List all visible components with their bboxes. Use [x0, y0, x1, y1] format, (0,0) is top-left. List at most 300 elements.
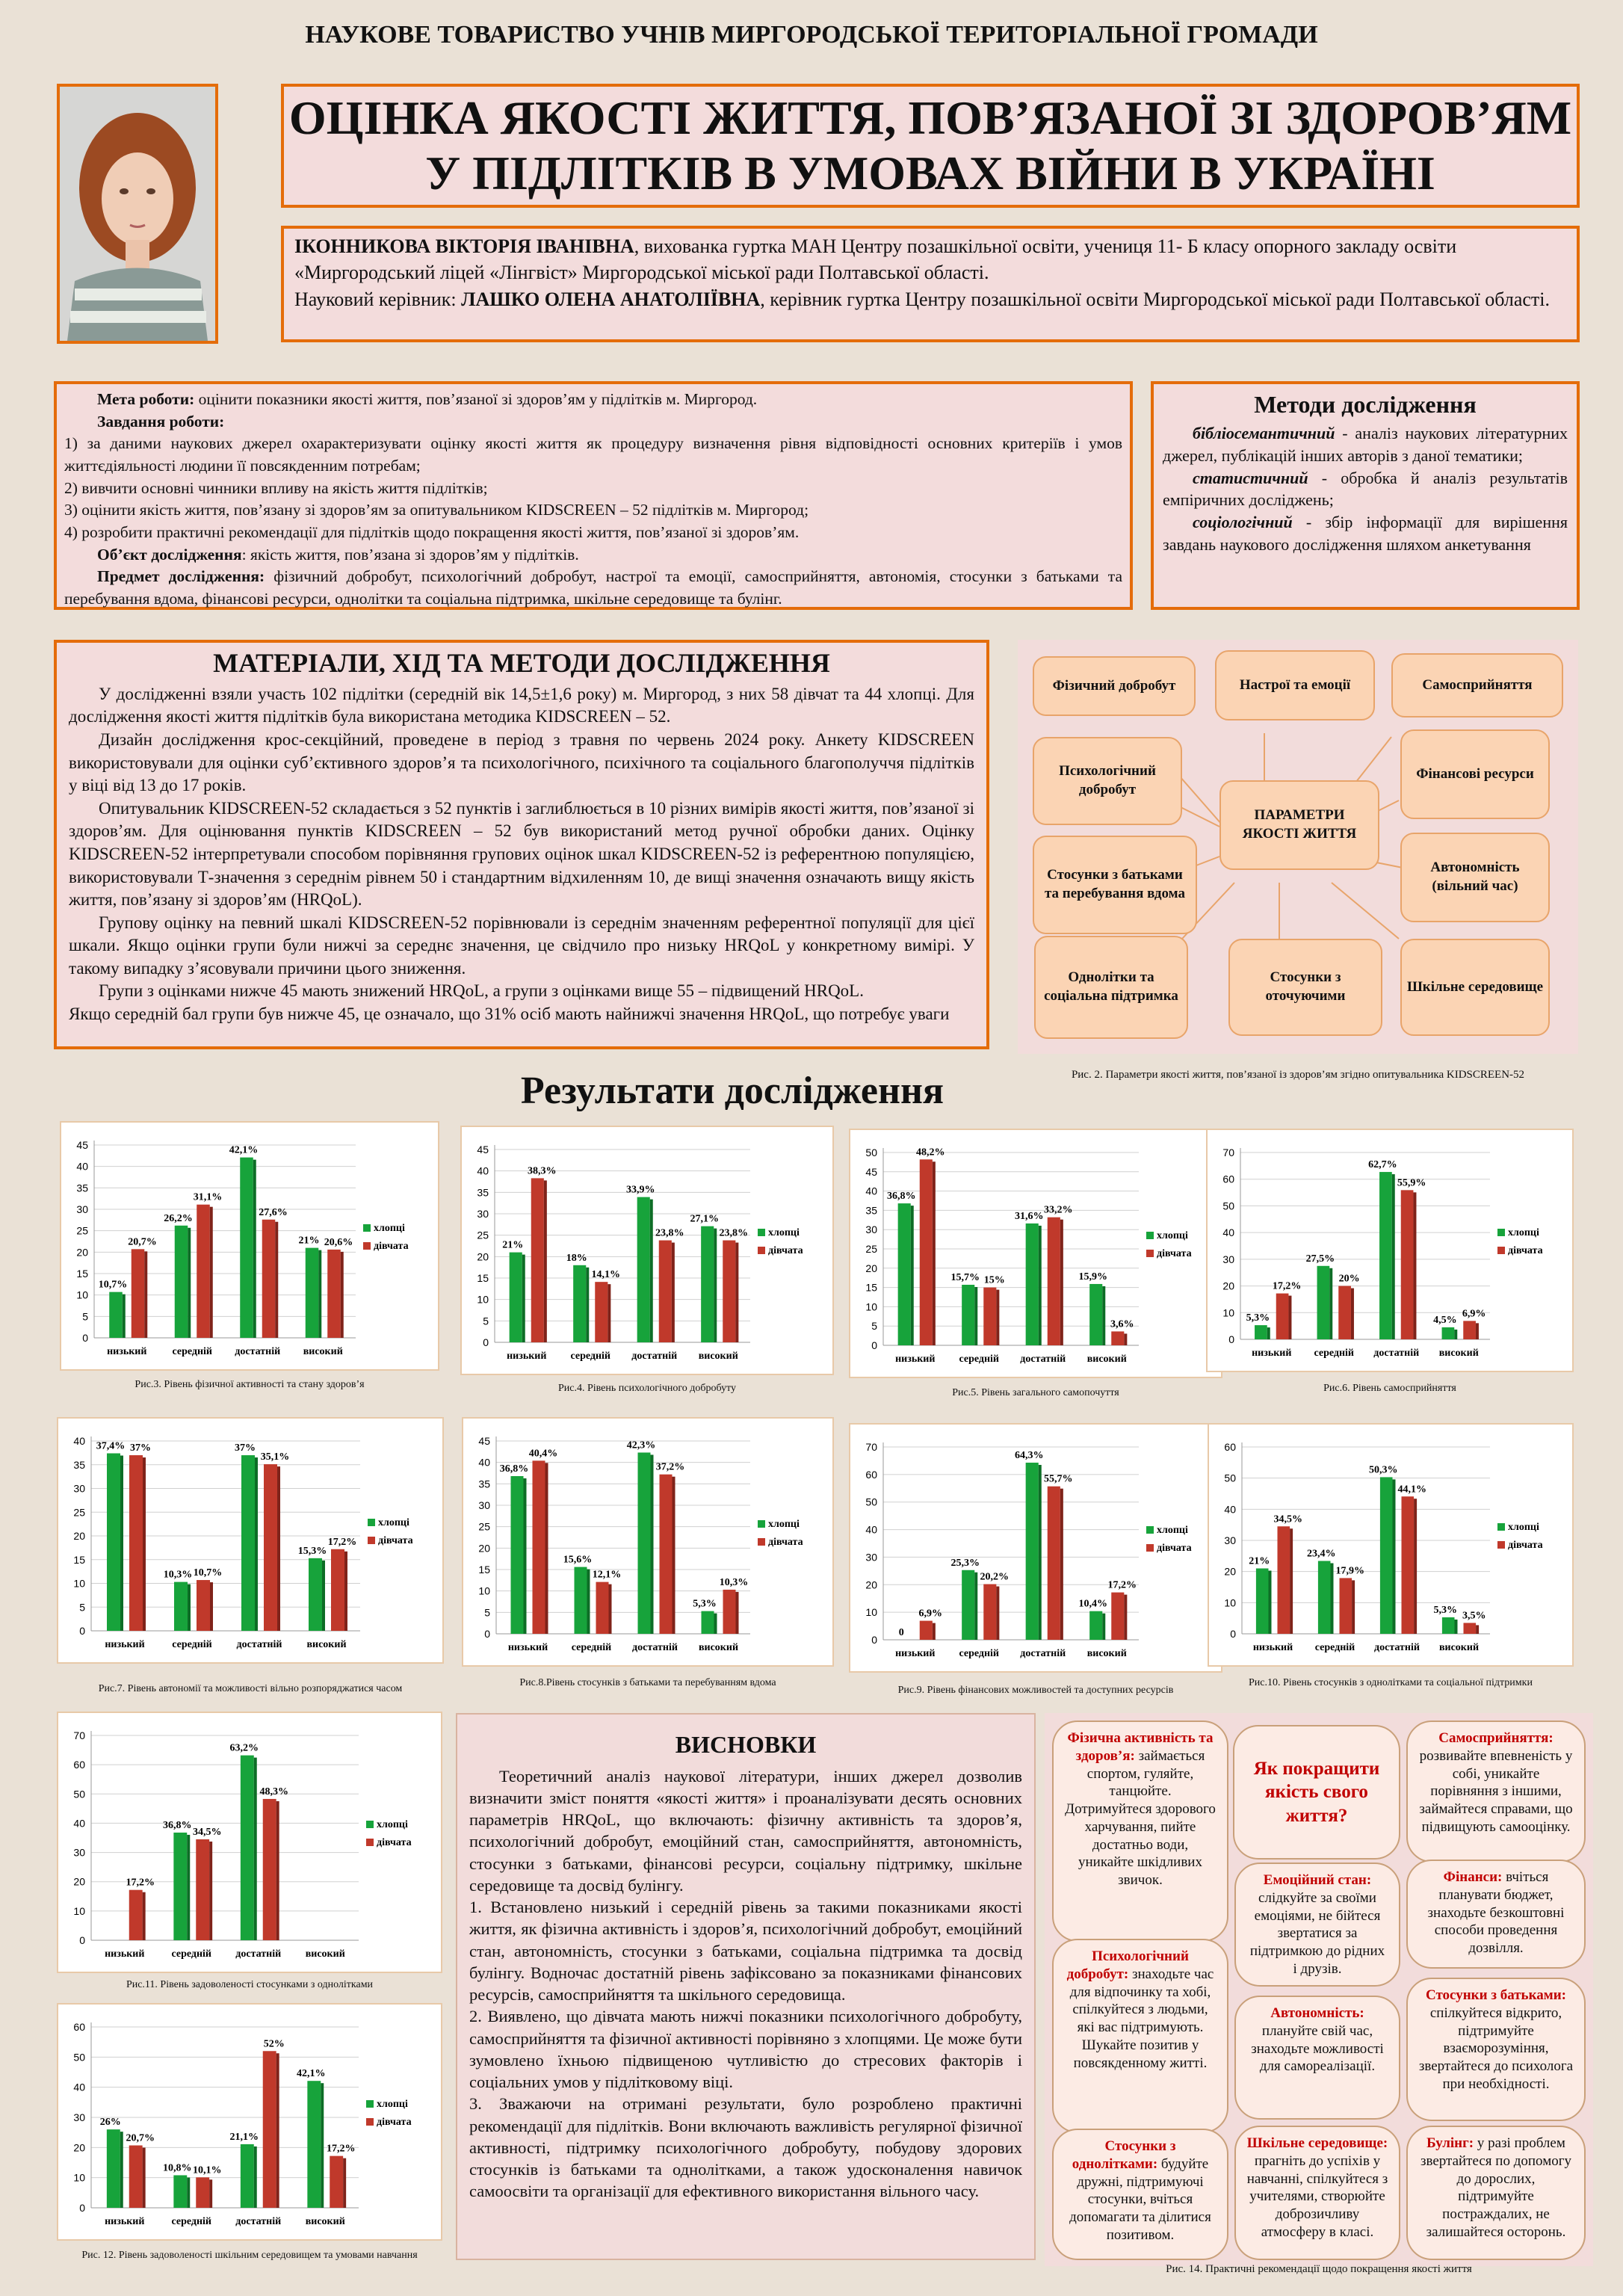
y-tick-label: 10: [865, 1300, 877, 1313]
recommendations-caption: Рис. 14. Практичні рекомендації щодо покращення якості життя: [1166, 2263, 1472, 2275]
y-tick-label: 0: [1228, 1333, 1234, 1345]
tip-peers: [1052, 2129, 1228, 2260]
method-name: соціологічний: [1193, 512, 1293, 531]
materials-paragraph: У дослідженні взяли участь 102 підлітки (середній вік 14,5±1,6 року) м. Миргород, з них 58 дівчат та 44 хлопці. Для дослідження якості життя підлітків була використана методика KIDSCREEN – 52.: [69, 684, 974, 726]
bar-chart: [1208, 1130, 1572, 1371]
tip-body: прагніть до успіхів у навчанні, спілкуйтеся з учителями, створюйте доброзичливу атмосферу в класі.: [1246, 2152, 1388, 2240]
chart-caption: Рис.9. Рівень фінансових можливостей та доступних ресурсів: [897, 1685, 1174, 1696]
bar-shade: [911, 1206, 914, 1345]
bar-shade: [714, 1229, 717, 1342]
x-tick-label: середній: [570, 1351, 611, 1362]
bar-shade: [651, 1454, 654, 1634]
y-tick-label: 0: [82, 1332, 88, 1344]
data-label: 42,3%: [626, 1439, 656, 1451]
data-label: 26,2%: [164, 1212, 193, 1224]
data-label: 18%: [566, 1252, 587, 1264]
legend-swatch: [1146, 1250, 1154, 1257]
param-node: Шкільне середовище: [1400, 939, 1550, 1036]
x-tick-label: середній: [571, 1642, 612, 1653]
bar: [723, 1241, 735, 1342]
tip-physical: [1052, 1721, 1228, 1942]
bar-shade: [321, 2083, 324, 2208]
bar-shade: [608, 1284, 610, 1342]
bar-shade: [974, 1287, 977, 1345]
y-tick-label: 50: [73, 2051, 85, 2064]
y-tick-label: 30: [73, 1846, 85, 1859]
y-tick-label: 15: [865, 1281, 877, 1294]
bar: [1089, 1284, 1102, 1345]
legend-swatch: [1497, 1523, 1505, 1531]
y-tick-label: 40: [76, 1160, 88, 1173]
x-tick-label: високий: [698, 1642, 739, 1653]
bar-shade: [253, 1160, 256, 1338]
bar: [983, 1288, 996, 1345]
bar: [307, 2081, 321, 2208]
chart-panel: [57, 1712, 442, 1973]
y-tick-label: 50: [1224, 1472, 1236, 1484]
data-label: 50,3%: [1368, 1464, 1398, 1476]
y-tick-label: 10: [477, 1293, 489, 1306]
bar-shade: [143, 1892, 146, 1940]
data-label: 10,3%: [719, 1576, 749, 1588]
object-label: Об’єкт дослідження: [97, 545, 242, 564]
x-tick-label: високий: [305, 1948, 345, 1960]
y-tick-label: 30: [478, 1499, 490, 1511]
param-node: Однолітки та соціальна підтримка: [1034, 936, 1188, 1039]
x-tick-label: низький: [507, 1351, 547, 1362]
task-item: 3) оцінити якість життя, пов’язану зі здоров’ям за опитувальником KIDSCREEN – 52 підлітків м. Миргород;: [64, 501, 809, 519]
legend-label: хлопці: [1508, 1522, 1539, 1533]
bar: [1464, 1623, 1477, 1634]
bar: [109, 1292, 123, 1338]
y-tick-label: 45: [477, 1144, 489, 1155]
x-tick-label: середній: [172, 1346, 213, 1357]
legend-label: хлопці: [1508, 1227, 1539, 1238]
tip-finance: [1406, 1860, 1586, 1969]
tip-head: Стосунки з однолітками:: [1072, 2138, 1176, 2172]
bar-shade: [1329, 1268, 1332, 1339]
y-tick-label: 70: [1222, 1147, 1234, 1158]
data-label: 21%: [298, 1235, 320, 1247]
bar: [1379, 1172, 1392, 1339]
y-tick-label: 0: [871, 1339, 877, 1351]
legend-label: хлопці: [377, 1819, 408, 1830]
chart-panel: [849, 1129, 1222, 1378]
y-tick-label: 0: [483, 1336, 489, 1348]
bar: [174, 1582, 188, 1631]
data-label: 42,1%: [229, 1144, 259, 1156]
x-tick-label: достатній: [235, 2216, 282, 2227]
y-tick-label: 60: [73, 1759, 85, 1771]
bar-shade: [210, 1582, 213, 1631]
bar: [1463, 1321, 1476, 1339]
bar-shade: [123, 1294, 126, 1338]
y-tick-label: 15: [76, 1268, 88, 1280]
data-label: 26%: [99, 2117, 121, 2129]
bar-shade: [344, 1552, 347, 1631]
x-tick-label: середній: [959, 1648, 1000, 1659]
tip-school: [1234, 2126, 1400, 2260]
supervisor-label: Науковий керівник:: [294, 288, 462, 310]
y-tick-label: 30: [865, 1551, 877, 1564]
data-label: 62,7%: [1368, 1159, 1397, 1171]
data-label: 15,9%: [1078, 1271, 1107, 1283]
y-tick-label: 30: [76, 1203, 88, 1215]
bar-chart: [61, 1123, 438, 1369]
data-label: 21,1%: [229, 2131, 259, 2143]
bar-shade: [1124, 1333, 1127, 1345]
y-tick-label: 20: [73, 2141, 85, 2154]
data-label: 27,6%: [259, 1206, 288, 1218]
y-tick-label: 15: [478, 1564, 490, 1576]
legend-label: хлопці: [377, 2099, 408, 2110]
y-tick-label: 20: [76, 1246, 88, 1259]
y-tick-label: 5: [483, 1315, 489, 1327]
tip-head: Психологічний добробут:: [1066, 1948, 1189, 1982]
bar: [1442, 1327, 1455, 1339]
bar: [129, 1455, 143, 1631]
subject-label: Предмет дослідження:: [97, 567, 265, 586]
bar-shade: [996, 1587, 999, 1640]
legend-label: хлопці: [374, 1223, 405, 1234]
y-tick-label: 20: [1222, 1280, 1234, 1292]
y-tick-label: 15: [73, 1553, 85, 1566]
y-tick-label: 10: [1222, 1306, 1234, 1319]
x-tick-label: низький: [105, 2216, 145, 2227]
y-tick-label: 0: [79, 1934, 85, 1946]
y-tick-label: 5: [484, 1606, 490, 1619]
y-tick-label: 5: [82, 1310, 88, 1323]
data-label: 10,8%: [163, 2162, 192, 2174]
bar: [638, 1452, 651, 1634]
y-tick-label: 25: [76, 1224, 88, 1237]
y-tick-label: 20: [73, 1875, 85, 1888]
legend-swatch: [366, 2100, 374, 2108]
x-tick-label: достатній: [1373, 1348, 1420, 1359]
data-label: 15,6%: [563, 1554, 593, 1566]
data-label: 0: [898, 1627, 904, 1638]
data-label: 33,9%: [625, 1184, 655, 1196]
data-label: 37%: [235, 1442, 256, 1454]
task-item: 4) розробити практичні рекомендації для підлітків щодо покращення якості життя, пов’язаної зі здоров’ям.: [64, 522, 800, 541]
data-label: 55,7%: [1044, 1473, 1073, 1485]
y-tick-label: 5: [79, 1601, 85, 1614]
data-label: 5,3%: [1246, 1312, 1270, 1324]
data-label: 27,1%: [690, 1213, 719, 1225]
legend-swatch: [1146, 1526, 1154, 1534]
data-label: 10,3%: [163, 1569, 193, 1581]
y-tick-label: 70: [73, 1729, 85, 1741]
bar: [962, 1570, 974, 1640]
param-node: Настрої та емоції: [1215, 650, 1375, 720]
data-label: 15%: [983, 1274, 1005, 1286]
bar: [175, 1226, 188, 1338]
materials-paragraph: Групову оцінку на певний шкалі KIDSCREEN-52 порівнювали із середнім значенням референтної популяції для цієї шкали. Якщо оцінки групи були нижчі за середнє значення, це свідчило про низьку HRQoL у конкретному вимірі. У такому випадку з’ясовували причини цього зниження.: [69, 913, 974, 978]
data-label: 3,5%: [1462, 1610, 1486, 1622]
x-tick-label: високий: [303, 1346, 343, 1357]
bar-shade: [1352, 1580, 1355, 1634]
bar-chart: [850, 1130, 1221, 1377]
bar: [173, 2175, 187, 2208]
bar-shade: [586, 1268, 589, 1342]
legend-label: дівчата: [377, 2117, 412, 2128]
bar: [132, 1249, 145, 1338]
y-tick-label: 60: [865, 1468, 877, 1481]
data-label: 15,7%: [950, 1271, 980, 1283]
legend-swatch: [1146, 1544, 1154, 1552]
x-tick-label: достатній: [1374, 1642, 1420, 1653]
data-label: 31,1%: [193, 1191, 223, 1203]
bar-shade: [609, 1584, 612, 1634]
data-label: 23,8%: [655, 1227, 684, 1239]
y-tick-label: 35: [478, 1478, 490, 1490]
x-tick-label: високий: [306, 1639, 347, 1650]
bar: [637, 1197, 650, 1342]
y-tick-label: 10: [73, 2171, 85, 2184]
data-label: 14,1%: [591, 1269, 621, 1281]
y-tick-label: 0: [79, 1625, 85, 1637]
bar-shade: [255, 1457, 258, 1631]
legend-swatch: [363, 1242, 371, 1250]
bar: [197, 1205, 210, 1338]
data-label: 63,2%: [229, 1742, 259, 1754]
y-tick-label: 60: [1224, 1441, 1236, 1453]
legend-label: хлопці: [768, 1519, 800, 1530]
y-tick-label: 50: [865, 1496, 877, 1508]
chart-panel: [460, 1126, 834, 1375]
chart-panel: [1208, 1423, 1574, 1667]
bar: [510, 1253, 522, 1342]
data-label: 23,4%: [1306, 1548, 1336, 1560]
bar: [596, 1582, 609, 1634]
y-tick-label: 10: [1224, 1596, 1236, 1609]
y-tick-label: 10: [73, 1577, 85, 1590]
y-tick-label: 70: [865, 1441, 877, 1453]
bar: [1048, 1218, 1060, 1345]
x-tick-label: середній: [959, 1354, 1000, 1365]
data-label: 48,2%: [916, 1147, 945, 1158]
y-tick-label: 20: [865, 1578, 877, 1591]
bar: [1340, 1578, 1352, 1634]
legend-label: хлопці: [768, 1227, 800, 1238]
tip-body: займається спортом, гуляйте, танцюйте. Дотримуйтеся здорового харчування, пийте достатньо води, уникайте шкідливих звичок.: [1065, 1747, 1216, 1888]
supervisor-desc: , керівник гуртка Центру позашкільної освіти Миргородської міської ради Полтавської області.: [760, 288, 1550, 310]
data-label: 20,7%: [128, 1236, 157, 1248]
bar-shade: [1331, 1564, 1334, 1635]
tip-body: плануйте свій час, знаходьте можливості для самореалізації.: [1251, 2022, 1384, 2075]
title-line-2: У ПІДЛІТКІВ В УМОВАХ ВІЙНИ В УКРАЇНІ: [425, 146, 1435, 200]
bar-shade: [1039, 1465, 1042, 1640]
bar: [241, 1756, 254, 1940]
data-label: 40,4%: [528, 1448, 558, 1460]
method-text: - збір інформації для вирішення завдань наукового дослідження шляхом анкетування: [1163, 512, 1568, 554]
x-tick-label: достатній: [1020, 1648, 1066, 1659]
x-tick-label: достатній: [235, 1346, 281, 1357]
y-tick-label: 30: [1224, 1534, 1236, 1546]
x-tick-label: достатній: [631, 1351, 678, 1362]
bar-shade: [1060, 1220, 1063, 1345]
bar-shade: [1454, 1330, 1457, 1339]
recommendations-area: [1045, 1713, 1593, 2266]
tip-autonomy: [1234, 1996, 1400, 2120]
bar-chart: [462, 1127, 832, 1374]
chart-caption: Рис.5. Рівень загального самопочуття: [952, 1387, 1119, 1398]
legend-swatch: [758, 1538, 765, 1546]
y-tick-label: 40: [478, 1456, 490, 1469]
bar-shade: [524, 1478, 527, 1634]
x-tick-label: низький: [105, 1639, 145, 1650]
legend-swatch: [366, 1821, 374, 1828]
x-tick-label: низький: [1252, 1642, 1293, 1653]
tip-parents: [1406, 1978, 1586, 2121]
param-node: Самосприйняття: [1391, 653, 1563, 718]
data-label: 12,1%: [592, 1569, 622, 1581]
y-tick-label: 60: [1222, 1173, 1234, 1185]
bar-shade: [933, 1161, 936, 1345]
y-tick-label: 20: [477, 1250, 489, 1263]
tip-bullying: [1406, 2126, 1586, 2260]
bar-shade: [322, 1561, 325, 1631]
x-tick-label: середній: [1314, 1348, 1355, 1359]
y-tick-label: 40: [865, 1523, 877, 1536]
y-tick-label: 5: [871, 1320, 877, 1333]
tip-body: спілкуйтеся відкрито, підтримуйте взаєморозуміння, звертайтеся до психолога при необхідності.: [1418, 2005, 1574, 2092]
data-label: 37,4%: [96, 1440, 126, 1452]
bar-shade: [341, 1252, 344, 1338]
y-tick-label: 40: [865, 1185, 877, 1197]
bar-shade: [1455, 1620, 1458, 1634]
data-label: 17,2%: [1107, 1579, 1137, 1591]
y-tick-label: 50: [73, 1788, 85, 1800]
legend-swatch: [366, 2118, 374, 2126]
bar-chart: [463, 1419, 832, 1665]
tip-head: Емоційний стан:: [1263, 1872, 1372, 1888]
tip-body: слідкуйте за своїми емоціями, не бійтеся звертатися за підтримкою до рідних і друзів.: [1249, 1889, 1385, 1977]
bar: [1380, 1477, 1393, 1634]
legend-swatch: [758, 1247, 765, 1254]
bar: [1111, 1593, 1124, 1640]
conclusion-paragraph: 1. Встановлено низький і середній рівень за такими показниками якості життя, як фізична активність і здоров’я, психологічний добробут, емоційний стан, автономність, стосунки з батьками, соціальна підтримка та досвід булінгу. Водночас достатній рівень зафіксовано за показниками фінансових ресурсів, самосприйняття та шкільного середовища.: [469, 1898, 1022, 2005]
y-tick-label: 35: [477, 1186, 489, 1199]
chart-panel: [60, 1121, 439, 1371]
method-name: бібліосемантичний: [1193, 424, 1335, 443]
bar: [573, 1265, 586, 1342]
bar-shade: [1476, 1323, 1479, 1339]
tip-head: Автономність:: [1270, 2005, 1364, 2021]
bar: [1318, 1561, 1331, 1635]
y-tick-label: 35: [73, 1458, 85, 1471]
y-tick-label: 10: [76, 1289, 88, 1301]
bar-shade: [974, 1573, 977, 1640]
bar: [1401, 1190, 1414, 1339]
chart-caption: Рис.3. Рівень фізичної активності та стану здоров’я: [135, 1379, 365, 1390]
supervisor-name: ЛАШКО ОЛЕНА АНАТОЛІЇВНА: [461, 288, 761, 310]
param-node: Фінансові ресурси: [1400, 729, 1550, 819]
y-tick-label: 20: [865, 1262, 877, 1274]
bar: [196, 2177, 209, 2208]
chart-caption: Рис.4. Рівень психологічного добробуту: [557, 1383, 737, 1394]
data-label: 5,3%: [1433, 1604, 1457, 1616]
data-label: 44,1%: [1397, 1484, 1427, 1496]
data-label: 31,6%: [1014, 1210, 1044, 1222]
bar-shade: [209, 1842, 212, 1940]
legend-swatch: [1497, 1247, 1505, 1254]
tip-head: Шкільне середовище:: [1246, 2135, 1388, 2151]
param-node: Стосунки з батьками та перебування вдома: [1033, 836, 1197, 934]
bar-shade: [188, 1228, 191, 1338]
legend-label: дівчата: [377, 1837, 412, 1848]
data-label: 36,8%: [499, 1463, 529, 1475]
bar: [575, 1567, 587, 1634]
bar-shade: [254, 1758, 257, 1940]
data-label: 15,3%: [297, 1545, 327, 1557]
x-tick-label: низький: [107, 1346, 147, 1357]
y-tick-label: 50: [865, 1147, 877, 1158]
materials-paragraph: Опитувальник KIDSCREEN-52 складається з 52 пунктів і заглиблюється в 10 різних вимірів якості життя, пов’язаної зі здоров’ям. Для оцінювання пунктів KIDSCREEN – 52 був використаний метод ручної обробки даних. Оцінку KIDSCREEN-52 інтерпретували способом порівняння групових оцінок шкал KIDSCREEN-52 із референтною популяцією, використовували Т-значення з середнім рівнем 50 і стандартним відхиленням 10, де вищі значення означають вищу якість життя, пов’язану зі здоров’ям (HRQoL).: [69, 798, 974, 910]
y-tick-label: 30: [1222, 1253, 1234, 1265]
data-label: 25,3%: [950, 1557, 980, 1569]
x-tick-label: достатній: [1020, 1354, 1066, 1365]
methods-box: [1151, 381, 1580, 610]
legend-swatch: [1497, 1541, 1505, 1549]
bar-shade: [120, 1456, 123, 1631]
bar: [1026, 1463, 1039, 1640]
task-item: 1) за даними наукових джерел охарактеризувати оцінку якості життя як процедуру визначення рівня відповідності основних критеріїв і умов життєдіяльності людини її повсякденним потребам;: [64, 434, 1122, 475]
x-tick-label: низький: [507, 1642, 548, 1653]
bar-shade: [276, 1801, 279, 1940]
param-node: Стосунки з оточуючими: [1228, 939, 1382, 1036]
chart-caption: Рис. 12. Рівень задоволеності шкільним середовищем та умовами навчання: [81, 2250, 418, 2261]
bar-shade: [1269, 1571, 1272, 1635]
y-tick-label: 10: [865, 1606, 877, 1619]
y-tick-label: 25: [477, 1229, 489, 1241]
method-text: - аналіз наукових літературних джерел, публікацій інших авторів з даної тематики;: [1163, 424, 1568, 465]
x-tick-label: середній: [171, 1948, 212, 1960]
bar-shade: [187, 1835, 190, 1940]
x-tick-label: достатній: [632, 1642, 678, 1653]
bar-shade: [1351, 1289, 1354, 1339]
bar-shade: [1392, 1174, 1395, 1339]
bar-chart: [58, 1713, 441, 1972]
bar: [196, 1839, 209, 1940]
params-caption: Рис. 2. Параметри якості життя, пов’язаної із здоров’ям згідно опитувальника KIDSCREEN-52: [1071, 1069, 1525, 1081]
data-label: 5,3%: [693, 1598, 717, 1610]
bar: [702, 1611, 714, 1634]
author-photo: [57, 84, 218, 344]
bar-shade: [672, 1243, 675, 1342]
bar: [983, 1584, 996, 1640]
y-tick-label: 25: [478, 1520, 490, 1533]
x-tick-label: високий: [1438, 1642, 1480, 1653]
chart-caption: Рис.8.Рівень стосунків з батьками та перебуванням вдома: [519, 1677, 776, 1688]
data-label: 33,2%: [1044, 1204, 1073, 1216]
materials-paragraph: Якщо середній бал групи був нижче 45, це означало, що 31% осіб мають найнижчі значення HRQoL, що потребує уваги: [69, 1004, 950, 1023]
chart-panel: [1206, 1129, 1574, 1372]
conclusion-paragraph: 3. Зважаючи на отримані результати, було розроблено практичні рекомендації для підлітків. Вони включають важливість регулярної фізичної активності, підтримку психологічного добробуту, побудову здорових стосунків із батьками та однолітками, а також удосконалення навичок самоосвіти та організації для ефективного використання вільного часу.: [469, 2094, 1022, 2201]
chart-caption: Рис.6. Рівень самосприйняття: [1323, 1383, 1456, 1394]
y-tick-label: 15: [477, 1272, 489, 1284]
data-label: 37,2%: [655, 1461, 685, 1473]
bar-shade: [210, 1207, 213, 1338]
bar: [595, 1282, 608, 1342]
goal-text: оцінити показники якості життя, пов’язаної зі здоров’ям у підлітків м. Миргород.: [194, 390, 758, 408]
y-tick-label: 0: [871, 1634, 877, 1646]
bar: [920, 1621, 933, 1640]
y-tick-label: 40: [73, 2081, 85, 2093]
bar: [533, 1460, 545, 1634]
bar-shade: [1393, 1479, 1396, 1634]
y-tick-label: 50: [1222, 1200, 1234, 1212]
